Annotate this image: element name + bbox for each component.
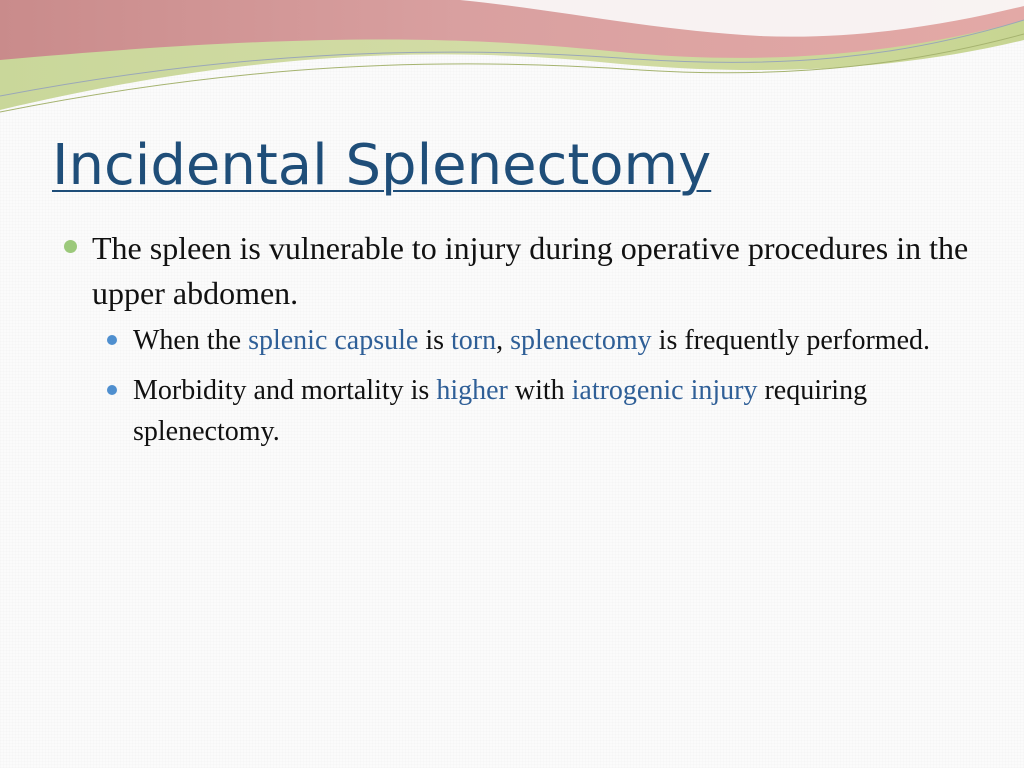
sub-bullet-dot-icon	[107, 335, 117, 345]
sub-bullet-list	[133, 320, 972, 452]
highlight-term: iatrogenic injury	[571, 375, 758, 406]
bullet-dot-icon	[64, 240, 77, 253]
sub-bullet-text: ,	[496, 325, 511, 356]
highlight-term: higher	[436, 375, 508, 406]
bullet-list	[92, 226, 972, 461]
sub-bullet-text: with	[507, 375, 572, 406]
highlight-term: splenic capsule	[248, 325, 419, 356]
sub-bullet-item	[133, 320, 972, 361]
sub-bullet-text: is	[418, 325, 452, 356]
sub-bullet-item	[133, 370, 972, 452]
sub-bullet-text: is frequently performed.	[651, 325, 931, 356]
highlight-term: splenectomy	[510, 325, 652, 356]
header-wave-decoration	[0, 0, 1024, 130]
slide-title: Incidental Splenectomy	[52, 133, 712, 198]
sub-bullet-text: Morbidity and mortality is	[133, 375, 437, 406]
bullet-item	[92, 226, 972, 452]
highlight-term: torn	[451, 325, 497, 356]
bullet-text: The spleen is vulnerable to injury during operative procedures in the upper abdomen.	[92, 230, 969, 311]
sub-bullet-text: When the	[133, 325, 249, 356]
sub-bullet-text: requiring splenectomy.	[133, 375, 868, 447]
sub-bullet-dot-icon	[107, 385, 117, 395]
